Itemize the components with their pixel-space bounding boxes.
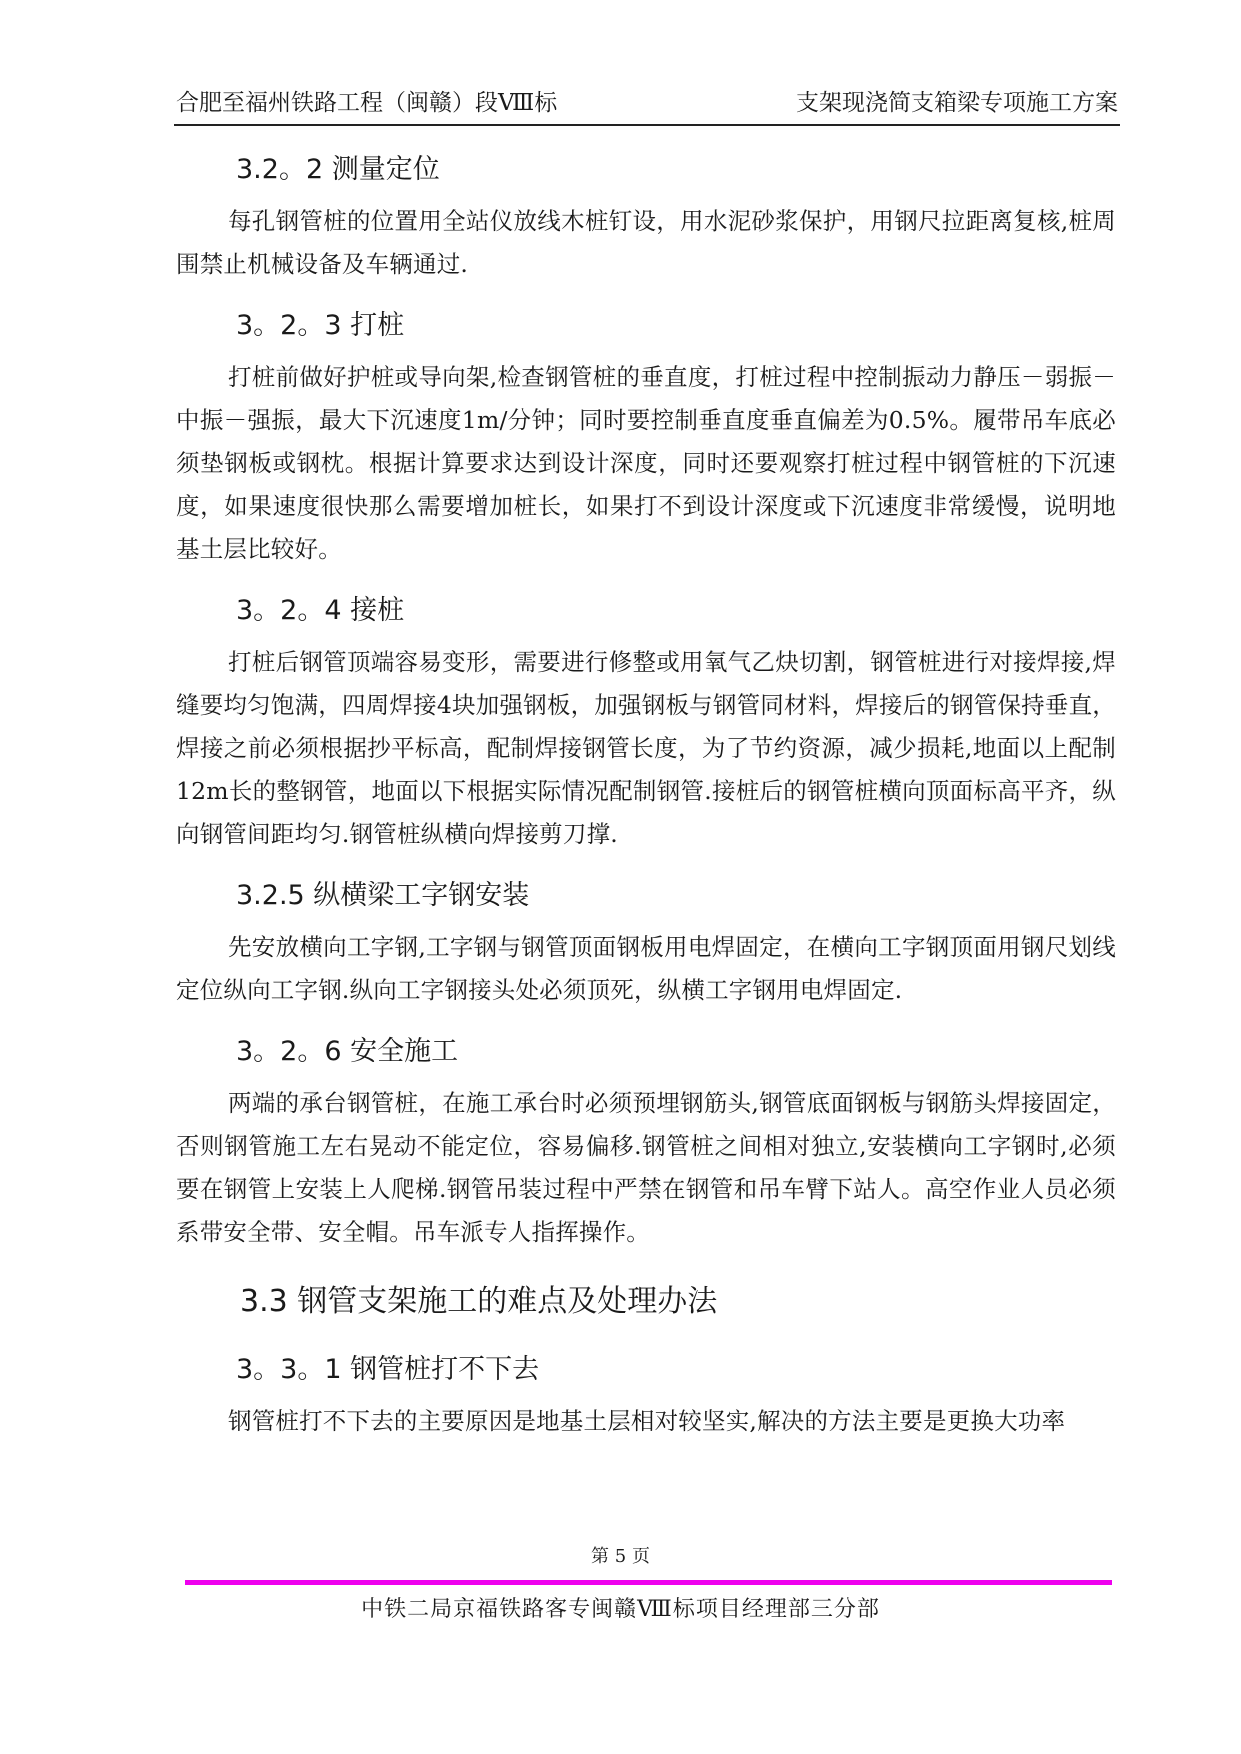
header-project-title: 合肥至福州铁路工程（闽赣）段Ⅷ标 xyxy=(176,90,558,116)
header-document-title: 支架现浇简支箱梁专项施工方案 xyxy=(796,90,1118,116)
section-heading-3-2-3: 3。2。3 打桩 xyxy=(236,310,405,341)
section-heading-3-3-1: 3。3。1 钢管桩打不下去 xyxy=(236,1354,540,1385)
section-heading-3-2-6: 3。2。6 安全施工 xyxy=(236,1036,459,1067)
footer-divider xyxy=(185,1580,1112,1585)
section-paragraph-3-2-3: 打桩前做好护桩或导向架,检查钢管桩的垂直度，打桩过程中控制振动力静压－弱振－中振－强振，最大下沉速度1m/分钟；同时要控制垂直度垂直偏差为0.5%。履带吊车底必须垫钢板或钢枕。根据计算要求达到设计深度，同时还要观察打桩过程中钢管桩的下沉速度，如果速度很快那么需要增加桩长，如果打不到设计深度或下沉速度非常缓慢，说明地基土层比较好。 xyxy=(176,363,1116,563)
document-body xyxy=(176,150,1116,1443)
section-paragraph-3-2-2: 每孔钢管桩的位置用全站仪放线木桩钉设，用水泥砂浆保护，用钢尺拉距离复核,桩周围禁止机械设备及车辆通过. xyxy=(176,207,1116,278)
section-paragraph-3-2-4: 打桩后钢管顶端容易变形，需要进行修整或用氧气乙炔切割，钢管桩进行对接焊接,焊缝要均匀饱满，四周焊接4块加强钢板，加强钢板与钢管同材料，焊接后的钢管保持垂直，焊接之前必须根据抄平标高，配制焊接钢管长度，为了节约资源，减少损耗,地面以上配制12m长的整钢管，地面以下根据实际情况配制钢管.接桩后的钢管桩横向顶面标高平齐，纵向钢管间距均匀.钢管桩纵横向焊接剪刀撑. xyxy=(176,648,1116,848)
page-header xyxy=(176,84,1118,122)
section-heading-3-3: 3.3 钢管支架施工的难点及处理办法 xyxy=(240,1284,718,1319)
section-paragraph-3-3-1: 钢管桩打不下去的主要原因是地基土层相对较坚实,解决的方法主要是更换大功率 xyxy=(228,1407,1066,1435)
section-heading-3-2-5: 3.2.5 纵横梁工字钢安装 xyxy=(236,880,530,911)
header-divider xyxy=(174,124,1120,126)
footer-organization: 中铁二局京福铁路客专闽赣Ⅷ标项目经理部三分部 xyxy=(361,1597,880,1622)
section-heading-3-2-4: 3。2。4 接桩 xyxy=(236,595,405,626)
section-paragraph-3-2-5: 先安放横向工字钢,工字钢与钢管顶面钢板用电焊固定，在横向工字钢顶面用钢尺划线定位纵向工字钢.纵向工字钢接头处必须顶死，纵横工字钢用电焊固定. xyxy=(176,933,1116,1004)
section-paragraph-3-2-6: 两端的承台钢管桩，在施工承台时必须预埋钢筋头,钢管底面钢板与钢筋头焊接固定，否则钢管施工左右晃动不能定位，容易偏移.钢管桩之间相对独立,安装横向工字钢时,必须要在钢管上安装上人爬梯.钢管吊装过程中严禁在钢管和吊车臂下站人。高空作业人员必须系带安全带、安全帽。吊车派专人指挥操作。 xyxy=(176,1089,1116,1246)
section-heading-3-2-2: 3.2。2 测量定位 xyxy=(236,154,440,185)
page-number: 第 5 页 xyxy=(591,1546,650,1567)
